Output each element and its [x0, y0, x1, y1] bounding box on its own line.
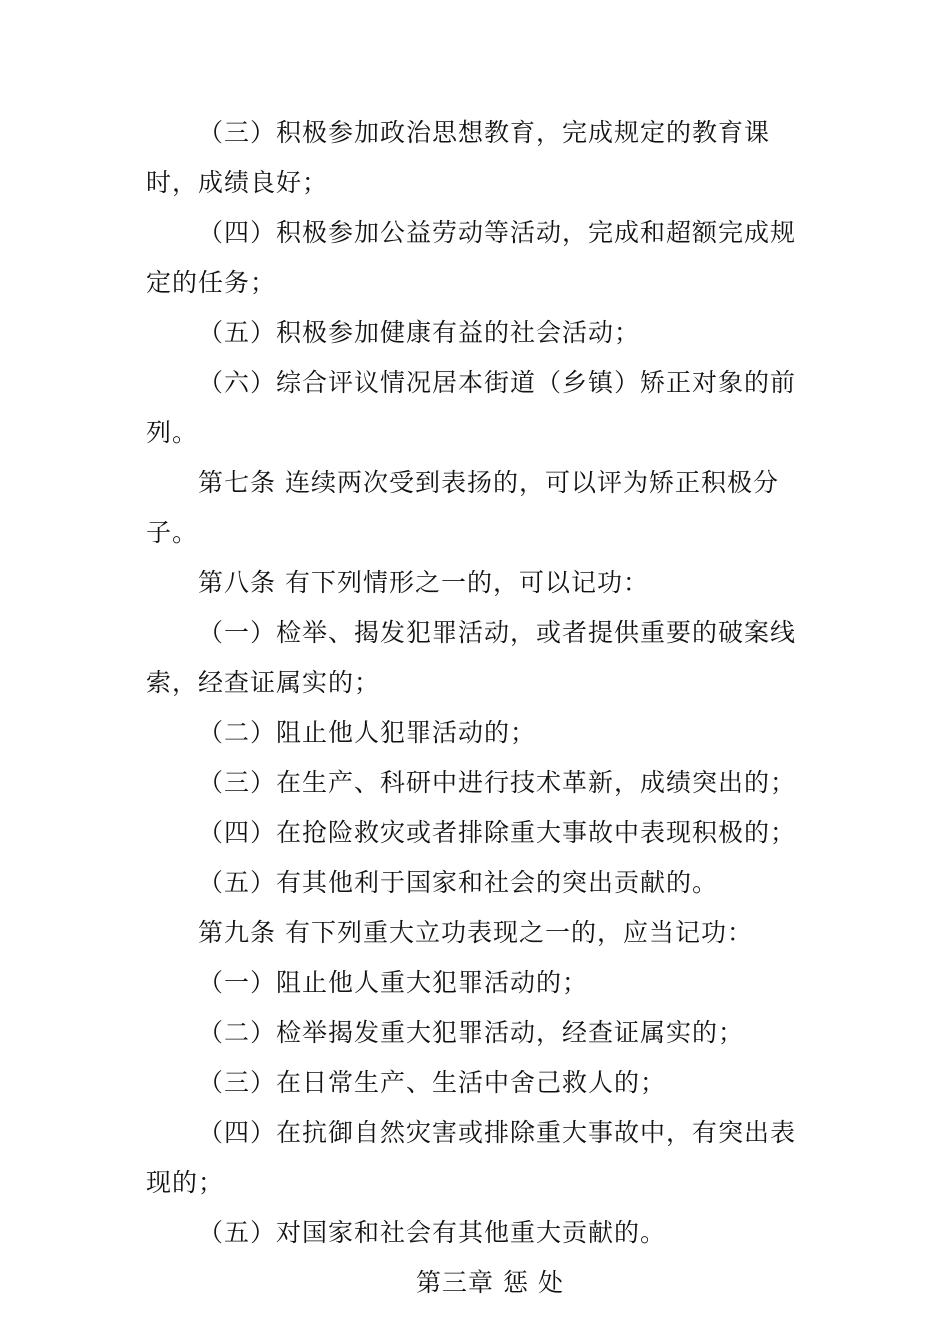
- article-nine-item-2: （二）检举揭发重大犯罪活动，经查证属实的；: [198, 1018, 745, 1047]
- article-eight-item-3: （三）在生产、科研中进行技术革新，成绩突出的；: [198, 768, 797, 797]
- article-eight-item-1: （一）检举、揭发犯罪活动，或者提供重要的破案线索，经查证属实的；: [146, 618, 797, 697]
- article-nine-item-3: （三）在日常生产、生活中舍己救人的；: [198, 1068, 667, 1097]
- article-nine: 第九条 有下列重大立功表现之一的，应当记功：: [198, 918, 753, 947]
- document-body: [146, 108, 810, 1308]
- clause-item-si: （四）积极参加公益劳动等活动，完成和超额完成规定的任务；: [146, 218, 797, 297]
- article-eight-item-2: （二）阻止他人犯罪活动的；: [198, 718, 537, 747]
- article-eight-item-5: （五）有其他利于国家和社会的突出贡献的。: [198, 868, 719, 897]
- clause-item-san: （三）积极参加政治思想教育，完成规定的教育课时，成绩良好；: [146, 118, 771, 197]
- article-eight-item-4: （四）在抢险救灾或者排除重大事故中表现积极的；: [198, 818, 797, 847]
- clause-item-liu: （六）综合评议情况居本街道（乡镇）矫正对象的前列。: [146, 368, 797, 447]
- article-nine-item-1: （一）阻止他人重大犯罪活动的；: [198, 968, 589, 997]
- article-seven: 第七条 连续两次受到表扬的，可以评为矫正积极分子。: [146, 468, 779, 547]
- clause-item-wu: （五）积极参加健康有益的社会活动；: [198, 318, 641, 347]
- chapter-heading: 第三章 惩 处: [416, 1268, 564, 1297]
- article-nine-item-4: （四）在抗御自然灾害或排除重大事故中，有突出表现的；: [146, 1118, 797, 1197]
- article-nine-item-5: （五）对国家和社会有其他重大贡献的。: [198, 1218, 667, 1247]
- article-eight: 第八条 有下列情形之一的，可以记功：: [198, 568, 649, 597]
